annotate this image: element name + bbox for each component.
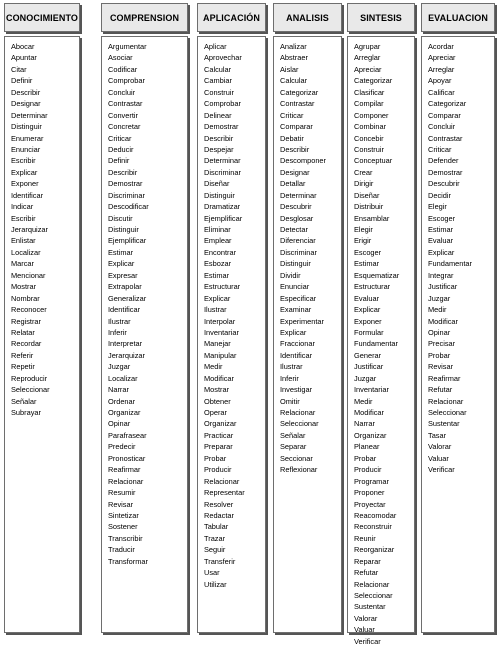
verb-item: Explicar	[428, 247, 455, 257]
verb-item: Resolver	[204, 499, 234, 509]
verb-item: Arreglar	[428, 64, 455, 74]
verb-item: Expresar	[108, 270, 138, 280]
verb-item: Arreglar	[354, 53, 381, 63]
verb-item: Delinear	[204, 110, 232, 120]
verb-item: Escribir	[11, 156, 36, 166]
verb-item: Diseñar	[204, 179, 230, 189]
verb-item: Determinar	[11, 110, 48, 120]
verb-item: Mostrar	[204, 385, 230, 395]
verb-item: Planear	[354, 442, 380, 452]
verb-item: Manejar	[204, 339, 231, 349]
verb-item: Abocar	[11, 42, 35, 51]
verb-item: Demostrar	[428, 167, 463, 177]
verb-item: Explicar	[108, 259, 135, 269]
verb-item: Justificar	[354, 362, 384, 372]
verb-item: Ordenar	[108, 396, 136, 406]
verb-item: Formular	[354, 327, 384, 337]
verb-item: Integrar	[428, 270, 454, 280]
verb-item: Concebir	[354, 133, 384, 143]
verb-item: Categorizar	[428, 99, 467, 109]
verb-item: Juzgar	[428, 293, 451, 303]
verb-item: Reunir	[354, 533, 376, 543]
verb-item: Interpolar	[204, 316, 236, 326]
verb-item: Evaluar	[354, 293, 380, 303]
verb-item: Distinguir	[108, 225, 139, 234]
verb-item: Descubrir	[428, 179, 460, 189]
verb-item: Fraccionar	[280, 339, 315, 349]
verb-item: Criticar	[280, 110, 304, 120]
verb-item: Marcar	[11, 259, 34, 269]
verb-item: Enlistar	[11, 236, 36, 246]
verb-item: Explicar	[11, 167, 38, 177]
verb-item: Señalar	[280, 430, 306, 440]
verb-item: Valuar	[428, 453, 449, 463]
column-body-comprension	[101, 36, 188, 633]
verb-item: Obtener	[204, 396, 231, 406]
verb-item: Utilizar	[204, 579, 227, 589]
verb-item: Distinguir	[280, 259, 311, 269]
verb-item: Relacionar	[204, 476, 240, 486]
verb-item: Referir	[11, 350, 34, 360]
verb-item: Decidir	[428, 190, 451, 200]
verb-item: Juzgar	[108, 362, 131, 372]
verb-item: Categorizar	[354, 76, 393, 86]
verb-item: Reconocer	[11, 305, 47, 315]
verb-item: Demostrar	[204, 122, 239, 132]
verb-item: Distinguir	[11, 122, 42, 132]
verb-item: Construir	[354, 144, 384, 154]
verb-item: Medir	[354, 396, 373, 406]
verb-item: Precisar	[428, 339, 456, 349]
verb-item: Narrar	[354, 419, 375, 429]
verb-item: Contrastar	[108, 99, 143, 109]
verb-item: Recordar	[11, 339, 42, 349]
verb-item: Opinar	[428, 327, 451, 337]
verb-item: Apreciar	[354, 64, 382, 74]
verb-item: Sintetizar	[108, 510, 139, 520]
verb-list-comprension	[108, 41, 187, 567]
verb-item: Inferir	[108, 327, 127, 337]
verb-item: Tasar	[428, 430, 447, 440]
verb-item: Modificar	[204, 373, 234, 383]
verb-item: Seleccionar	[11, 385, 50, 395]
verb-item: Pronosticar	[108, 453, 146, 463]
verb-item: Argumentar	[108, 42, 147, 51]
verb-item: Reconstruir	[354, 522, 392, 532]
verb-item: Acordar	[428, 42, 454, 51]
verb-item: Criticar	[108, 133, 132, 143]
verb-item: Predecir	[108, 442, 136, 452]
verb-item: Calcular	[204, 64, 232, 74]
verb-item: Descomponer	[280, 156, 327, 166]
verb-item: Determinar	[204, 156, 241, 166]
verb-item: Definir	[11, 76, 33, 86]
verb-item: Enunciar	[280, 282, 310, 292]
verb-item: Juzgar	[354, 373, 377, 383]
verb-item: Exponer	[354, 316, 382, 326]
verb-item: Ejemplificar	[204, 213, 243, 223]
verb-item: Definir	[108, 156, 130, 166]
column-body-sintesis	[347, 36, 415, 646]
verb-item: Defender	[428, 156, 459, 166]
verb-item: Registrar	[11, 316, 41, 326]
verb-item: Describir	[280, 144, 310, 154]
verb-item: Verificar	[354, 636, 381, 646]
verb-item: Describir	[204, 133, 234, 143]
column-header-evaluacion: EVALUACION	[421, 3, 495, 32]
verb-item: Seleccionar	[280, 419, 319, 429]
verb-item: Valorar	[428, 442, 452, 452]
verb-item: Escoger	[428, 213, 456, 223]
verb-item: Evaluar	[428, 236, 454, 246]
verb-item: Deducir	[108, 144, 134, 154]
verb-item: Sustentar	[428, 419, 460, 429]
verb-item: Exponer	[11, 179, 39, 189]
verb-item: Estructurar	[354, 282, 391, 292]
verb-item: Manipular	[204, 350, 237, 360]
verb-item: Contrastar	[280, 99, 315, 109]
verb-item: Concluir	[428, 122, 456, 132]
verb-item: Proyectar	[354, 499, 386, 509]
verb-item: Apreciar	[428, 53, 456, 63]
verb-item: Indicar	[11, 202, 34, 212]
verb-item: Reorganizar	[354, 545, 395, 555]
verb-item: Dramatizar	[204, 202, 241, 212]
verb-item: Agrupar	[354, 42, 381, 51]
verb-item: Ilustrar	[280, 362, 303, 372]
verb-item: Relacionar	[108, 476, 144, 486]
verb-item: Ensamblar	[354, 213, 390, 223]
verb-item: Designar	[11, 99, 41, 109]
verb-item: Despejar	[204, 144, 234, 154]
verb-item: Valorar	[354, 613, 378, 623]
verb-item: Señalar	[11, 396, 37, 406]
column-evaluacion	[421, 3, 495, 633]
verb-item: Sustentar	[354, 602, 386, 612]
verb-item: Medir	[428, 305, 447, 315]
column-aplicacion	[197, 3, 266, 633]
verb-item: Refutar	[428, 385, 453, 395]
column-conocimiento	[4, 3, 80, 633]
verb-item: Explicar	[354, 305, 381, 315]
verb-item: Mostrar	[11, 282, 37, 292]
verb-item: Designar	[280, 167, 310, 177]
verb-item: Erigir	[354, 236, 372, 246]
verb-item: Detectar	[280, 225, 308, 234]
verb-item: Organizar	[204, 419, 237, 429]
column-comprension	[101, 3, 188, 633]
verb-item: Codificar	[108, 64, 138, 74]
verb-item: Eliminar	[204, 225, 231, 234]
verb-item: Ilustrar	[108, 316, 131, 326]
verb-item: Criticar	[428, 144, 452, 154]
verb-item: Estimar	[204, 270, 230, 280]
verb-item: Citar	[11, 64, 27, 74]
verb-item: Proponer	[354, 488, 385, 498]
verb-item: Practicar	[204, 430, 234, 440]
verb-item: Organizar	[354, 430, 387, 440]
verb-item: Subrayar	[11, 408, 41, 417]
verb-item: Separar	[280, 442, 307, 452]
verb-item: Jerarquizar	[11, 225, 48, 234]
verb-item: Categorizar	[280, 87, 319, 97]
verb-item: Convertir	[108, 110, 138, 120]
verb-item: Inferir	[280, 373, 299, 383]
verb-item: Probar	[354, 453, 377, 463]
verb-item: Demostrar	[108, 179, 143, 189]
verb-item: Calcular	[280, 76, 308, 86]
verb-item: Describir	[11, 87, 41, 97]
verb-item: Tabular	[204, 522, 229, 532]
verb-item: Ilustrar	[204, 305, 227, 315]
verb-item: Contrastar	[428, 133, 463, 143]
verb-item: Discriminar	[108, 190, 145, 200]
column-body-analisis	[273, 36, 342, 633]
verb-item: Desglosar	[280, 213, 314, 223]
verb-item: Redactar	[204, 510, 234, 520]
verb-item: Explicar	[204, 293, 231, 303]
verb-item: Refutar	[354, 568, 379, 578]
verb-item: Asociar	[108, 53, 133, 63]
verb-list-conocimiento	[11, 41, 79, 418]
verb-item: Apuntar	[11, 53, 37, 63]
verb-item: Jerarquizar	[108, 350, 145, 360]
verb-item: Programar	[354, 476, 389, 486]
verb-item: Usar	[204, 568, 220, 578]
verb-item: Distribuir	[354, 202, 384, 212]
verb-list-sintesis	[354, 41, 414, 647]
verb-item: Reparar	[354, 556, 381, 566]
verb-item: Trazar	[204, 533, 226, 543]
verb-item: Generar	[354, 350, 382, 360]
verb-item: Traducir	[108, 545, 135, 555]
column-header-conocimiento: CONOCIMIENTO	[4, 3, 80, 32]
verb-item: Identificar	[280, 350, 313, 360]
verb-item: Seleccionar	[428, 408, 467, 417]
verb-item: Relacionar	[354, 579, 390, 589]
verb-item: Estimar	[108, 247, 134, 257]
verb-item: Analizar	[280, 42, 307, 51]
verb-item: Modificar	[428, 316, 458, 326]
verb-item: Mencionar	[11, 270, 46, 280]
verb-item: Debatir	[280, 133, 304, 143]
verb-item: Revisar	[108, 499, 134, 509]
verb-item: Reproducir	[11, 373, 48, 383]
verb-item: Discriminar	[204, 167, 241, 177]
verb-item: Ejemplificar	[108, 236, 147, 246]
verb-item: Seleccionar	[354, 591, 393, 600]
verb-item: Fundamentar	[428, 259, 472, 269]
verb-item: Escribir	[11, 213, 36, 223]
verb-item: Relatar	[11, 327, 35, 337]
verb-item: Extrapolar	[108, 282, 142, 292]
verb-item: Identificar	[108, 305, 141, 315]
verb-item: Comprobar	[108, 76, 145, 86]
verb-item: Discutir	[108, 213, 133, 223]
verb-item: Concretar	[108, 122, 141, 132]
verb-item: Aprovechar	[204, 53, 242, 63]
verb-item: Escoger	[354, 247, 382, 257]
verb-item: Examinar	[280, 305, 312, 315]
column-body-aplicacion	[197, 36, 266, 633]
verb-item: Diferenciar	[280, 236, 316, 246]
verb-item: Producir	[354, 465, 382, 475]
verb-item: Seccionar	[280, 453, 313, 463]
verb-item: Narrar	[108, 385, 129, 395]
verb-item: Emplear	[204, 236, 232, 246]
verb-item: Reflexionar	[280, 465, 318, 475]
verb-item: Omitir	[280, 396, 300, 406]
verb-item: Reafirmar	[108, 465, 141, 475]
verb-item: Transferir	[204, 556, 236, 566]
verb-item: Revisar	[428, 362, 454, 372]
verb-item: Detallar	[280, 179, 306, 189]
verb-item: Crear	[354, 167, 373, 177]
verb-item: Justificar	[428, 282, 458, 292]
verb-item: Explicar	[280, 327, 307, 337]
column-header-comprension: COMPRENSION	[101, 3, 188, 32]
verb-item: Relacionar	[428, 396, 464, 406]
verb-item: Transcribir	[108, 533, 143, 543]
verb-item: Inventariar	[204, 327, 239, 337]
verb-list-analisis	[280, 41, 341, 476]
verb-item: Aislar	[280, 64, 299, 74]
column-body-conocimiento	[4, 36, 80, 633]
verb-item: Describir	[108, 167, 138, 177]
verb-item: Descodificar	[108, 202, 149, 212]
verb-item: Localizar	[11, 247, 41, 257]
verb-item: Construir	[204, 87, 234, 97]
verb-item: Experimentar	[280, 316, 324, 326]
verb-item: Comprobar	[204, 99, 241, 109]
column-body-evaluacion	[421, 36, 495, 633]
verb-item: Combinar	[354, 122, 387, 132]
verb-item: Enumerar	[11, 133, 44, 143]
verb-item: Preparar	[204, 442, 233, 452]
verb-item: Modificar	[354, 408, 384, 417]
verb-item: Representar	[204, 488, 245, 498]
verb-item: Generalizar	[108, 293, 147, 303]
verb-item: Reafirmar	[428, 373, 461, 383]
verb-item: Fundamentar	[354, 339, 398, 349]
verb-item: Inventariar	[354, 385, 389, 395]
verb-item: Verificar	[428, 465, 455, 475]
verb-item: Esbozar	[204, 259, 232, 269]
verb-item: Medir	[204, 362, 223, 372]
verb-item: Estimar	[354, 259, 380, 269]
verb-item: Abstraer	[280, 53, 308, 63]
verb-item: Organizar	[108, 408, 141, 417]
verb-item: Producir	[204, 465, 232, 475]
verb-item: Enunciar	[11, 144, 41, 154]
verb-item: Diseñar	[354, 190, 380, 200]
verb-item: Operar	[204, 408, 228, 417]
column-sintesis	[347, 3, 415, 646]
verb-item: Probar	[428, 350, 451, 360]
verb-item: Esquematizar	[354, 270, 400, 280]
verb-item: Identificar	[11, 190, 44, 200]
verb-list-evaluacion	[428, 41, 494, 476]
verb-item: Localizar	[108, 373, 138, 383]
verb-item: Relacionar	[280, 408, 316, 417]
verb-item: Opinar	[108, 419, 131, 429]
verb-item: Conceptuar	[354, 156, 393, 166]
verb-item: Seguir	[204, 545, 226, 555]
verb-item: Investigar	[280, 385, 313, 395]
verb-item: Estimar	[428, 225, 454, 234]
verb-item: Comparar	[428, 110, 461, 120]
verb-item: Parafrasear	[108, 430, 147, 440]
verb-item: Probar	[204, 453, 227, 463]
verb-item: Estructurar	[204, 282, 241, 292]
verb-item: Discriminar	[280, 247, 317, 257]
column-header-aplicacion: APLICACIÓN	[197, 3, 266, 32]
verb-item: Dividir	[280, 270, 301, 280]
verb-item: Calificar	[428, 87, 455, 97]
verb-item: Elegir	[354, 225, 373, 234]
verb-item: Compilar	[354, 99, 384, 109]
verb-list-aplicacion	[204, 41, 265, 590]
verb-item: Dirigir	[354, 179, 374, 189]
column-header-sintesis: SINTESIS	[347, 3, 415, 32]
verb-item: Transformar	[108, 556, 148, 566]
verb-item: Valuar	[354, 625, 375, 635]
column-analisis	[273, 3, 342, 633]
verb-item: Elegir	[428, 202, 447, 212]
verb-item: Interpretar	[108, 339, 143, 349]
column-header-analisis: ANALISIS	[273, 3, 342, 32]
verb-item: Apoyar	[428, 76, 452, 86]
verb-item: Descubrir	[280, 202, 312, 212]
verb-item: Concluir	[108, 87, 136, 97]
verb-item: Encontrar	[204, 247, 237, 257]
verb-item: Componer	[354, 110, 389, 120]
verb-item: Determinar	[280, 190, 317, 200]
verb-item: Distinguir	[204, 190, 235, 200]
verb-item: Aplicar	[204, 42, 227, 51]
verb-item: Clasificar	[354, 87, 385, 97]
verb-item: Repetir	[11, 362, 35, 372]
verb-item: Especificar	[280, 293, 317, 303]
verb-item: Comparar	[280, 122, 313, 132]
verb-item: Resumir	[108, 488, 136, 498]
verb-item: Sostener	[108, 522, 138, 532]
verb-item: Reacomodar	[354, 510, 397, 520]
verb-item: Nombrar	[11, 293, 40, 303]
verb-item: Cambiar	[204, 76, 232, 86]
